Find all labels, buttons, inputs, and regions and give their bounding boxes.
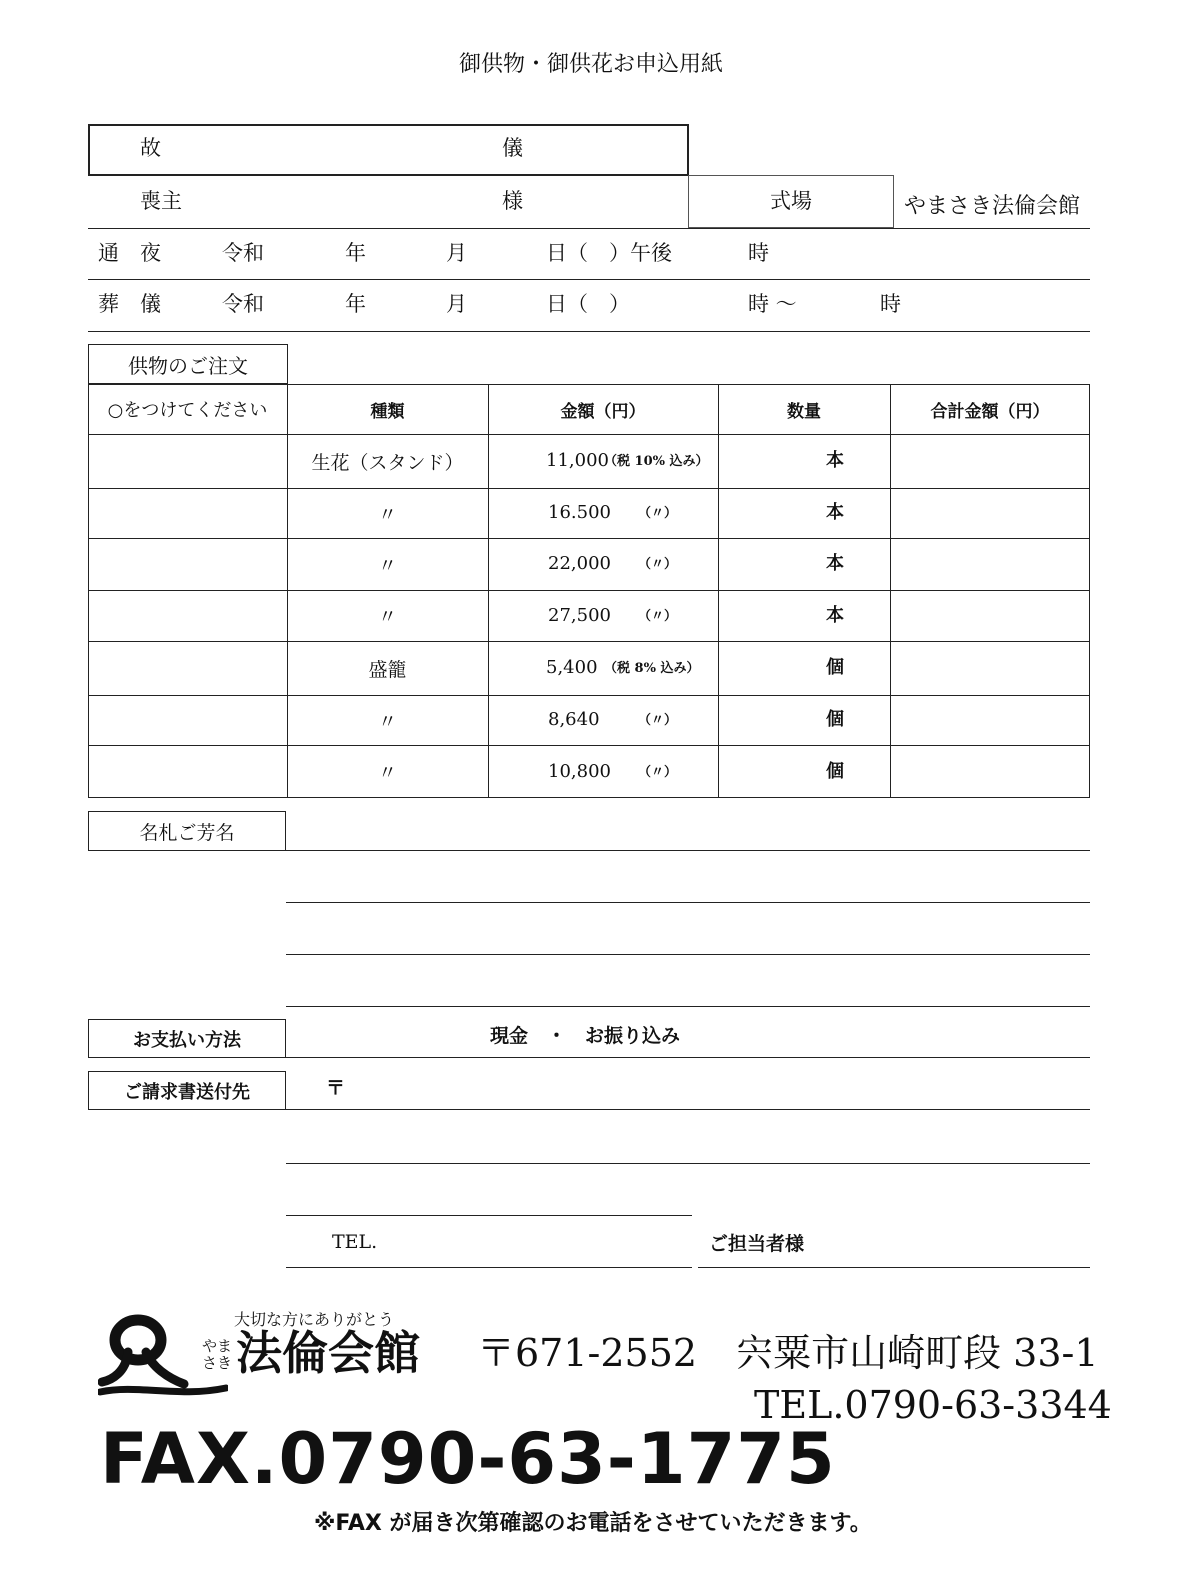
wake-era: 令和 xyxy=(222,241,264,265)
tel-line[interactable] xyxy=(286,1267,692,1268)
total-cell[interactable] xyxy=(890,538,1090,590)
price-value: 8,640 xyxy=(548,709,600,730)
header-check: ○をつけてください xyxy=(107,400,268,421)
price-value: 27,500 xyxy=(548,604,611,626)
order-row xyxy=(88,695,1090,745)
funeral-month[interactable]: 月 xyxy=(446,292,467,316)
nameplate-line[interactable] xyxy=(286,902,1090,903)
chief-mourner-suffix: 様 xyxy=(502,189,523,213)
order-row xyxy=(88,434,1090,488)
price-cell xyxy=(488,745,718,798)
tel-label: TEL. xyxy=(332,1231,378,1253)
qty-cell[interactable] xyxy=(718,538,890,590)
qty-unit: 個 xyxy=(826,760,844,782)
qty-unit: 個 xyxy=(826,709,844,730)
price-note: （〃） xyxy=(638,713,678,728)
qty-cell[interactable] xyxy=(718,695,890,745)
person-label: ご担当者様 xyxy=(709,1233,805,1255)
qty-cell[interactable] xyxy=(718,434,890,488)
price-note: （〃） xyxy=(638,764,678,780)
footer-tel: TEL.0790-63-3344 xyxy=(754,1383,1112,1427)
funeral-hour-to[interactable]: 時 xyxy=(880,292,901,316)
nameplate-line[interactable] xyxy=(286,1006,1090,1007)
deceased-label: 故 xyxy=(140,136,161,160)
header-type: 種類 xyxy=(370,401,405,422)
tagline: 大切な方にありがとう xyxy=(234,1310,395,1329)
nameplate-label: 名札ご芳名 xyxy=(88,811,286,851)
postal-mark: 〒 xyxy=(326,1077,346,1099)
qty-unit: 本 xyxy=(826,604,844,626)
nameplate-line[interactable] xyxy=(286,954,1090,955)
order-table xyxy=(88,384,1090,798)
price-cell xyxy=(488,590,718,641)
type-cell: 盛籠 xyxy=(368,658,407,681)
order-row xyxy=(88,590,1090,641)
order-row xyxy=(88,641,1090,695)
qty-cell[interactable] xyxy=(718,488,890,538)
type-cell: 〃 xyxy=(377,554,397,577)
total-cell[interactable] xyxy=(890,695,1090,745)
footer-address: 〒671-2552 宍粟市山崎町段 33-1 xyxy=(477,1331,1099,1375)
price-cell xyxy=(488,538,718,590)
funeral-label: 葬 儀 xyxy=(98,292,161,316)
total-cell[interactable] xyxy=(890,641,1090,695)
type-cell: 〃 xyxy=(377,503,397,526)
divider xyxy=(88,279,1090,280)
funeral-year[interactable]: 年 xyxy=(345,292,366,316)
qty-cell[interactable] xyxy=(718,745,890,798)
check-cell[interactable] xyxy=(88,695,287,745)
price-cell xyxy=(488,641,718,695)
funeral-day[interactable]: 日（ ） xyxy=(546,292,630,316)
divider xyxy=(88,228,1090,229)
price-cell xyxy=(488,695,718,745)
wake-hour[interactable]: 時 xyxy=(748,241,769,265)
wake-year[interactable]: 年 xyxy=(345,241,366,265)
funeral-hour-from[interactable]: 時 〜 xyxy=(748,292,797,316)
price-value: 5,400 xyxy=(546,657,598,678)
qty-unit: 本 xyxy=(826,553,844,574)
order-section-label: 供物のご注文 xyxy=(88,344,288,384)
check-cell[interactable] xyxy=(88,590,287,641)
brand-name: 法倫会館 xyxy=(236,1326,420,1380)
divider xyxy=(88,331,1090,332)
type-cell: 〃 xyxy=(377,762,397,784)
header-qty: 数量 xyxy=(787,401,821,422)
total-cell[interactable] xyxy=(890,434,1090,488)
price-cell xyxy=(488,434,718,488)
total-cell[interactable] xyxy=(890,488,1090,538)
type-cell: 生花（スタンド） xyxy=(311,451,464,474)
footer-note: ※FAX が届き次第確認のお電話をさせていただきます。 xyxy=(314,1511,872,1536)
price-note: （〃） xyxy=(638,608,678,624)
header-total: 合計金額（円） xyxy=(930,401,1050,422)
price-note: （〃） xyxy=(638,506,678,521)
payment-line xyxy=(286,1057,1090,1058)
funeral-era: 令和 xyxy=(222,292,264,316)
total-cell[interactable] xyxy=(890,590,1090,641)
qty-cell[interactable] xyxy=(718,590,890,641)
nameplate-line[interactable] xyxy=(286,850,1090,851)
address-line[interactable] xyxy=(286,1215,692,1216)
qty-cell[interactable] xyxy=(718,641,890,695)
chief-mourner-label: 喪主 xyxy=(140,189,182,213)
check-cell[interactable] xyxy=(88,641,287,695)
total-cell[interactable] xyxy=(890,745,1090,798)
wake-label: 通 夜 xyxy=(98,241,161,265)
address-line[interactable] xyxy=(286,1163,1090,1164)
deceased-suffix: 儀 xyxy=(502,136,523,160)
price-note: （〃） xyxy=(638,557,678,572)
person-line[interactable] xyxy=(698,1267,1090,1268)
check-cell[interactable] xyxy=(88,745,287,798)
price-cell xyxy=(488,488,718,538)
footer-fax: FAX.0790-63-1775 xyxy=(100,1418,836,1500)
order-row xyxy=(88,745,1090,798)
type-cell: 〃 xyxy=(377,606,397,628)
brand-small: やま さき xyxy=(202,1337,233,1372)
price-value: 22,000 xyxy=(548,553,611,574)
payment-options[interactable]: 現金 ・ お振り込み xyxy=(490,1025,681,1047)
header-price: 金額（円） xyxy=(560,401,646,422)
page-title: 御供物・御供花お申込用紙 xyxy=(458,52,723,77)
type-cell: 〃 xyxy=(377,710,397,733)
order-row xyxy=(88,488,1090,538)
payment-label: お支払い方法 xyxy=(88,1019,286,1058)
deceased-field[interactable] xyxy=(88,124,689,176)
qty-unit: 本 xyxy=(826,502,844,523)
check-cell[interactable] xyxy=(88,434,287,488)
price-value: 11,000 xyxy=(546,450,609,471)
venue-label: 式場 xyxy=(770,189,812,213)
qty-unit: 個 xyxy=(826,657,844,678)
price-value: 10,800 xyxy=(548,760,611,782)
qty-unit: 本 xyxy=(826,450,844,471)
check-cell[interactable] xyxy=(88,538,287,590)
wake-day[interactable]: 日（ ）午後 xyxy=(546,241,672,265)
wake-month[interactable]: 月 xyxy=(446,241,467,265)
venue-value: やまさき法倫会館 xyxy=(904,194,1081,219)
billing-label: ご請求書送付先 xyxy=(88,1071,286,1110)
order-row xyxy=(88,538,1090,590)
brand-logo xyxy=(98,1312,443,1404)
price-note: （税 10% 込み） xyxy=(604,454,709,469)
check-cell[interactable] xyxy=(88,488,287,538)
address-line[interactable] xyxy=(286,1109,1090,1110)
price-value: 16.500 xyxy=(548,502,611,523)
price-note: （税 8% 込み） xyxy=(604,661,700,676)
